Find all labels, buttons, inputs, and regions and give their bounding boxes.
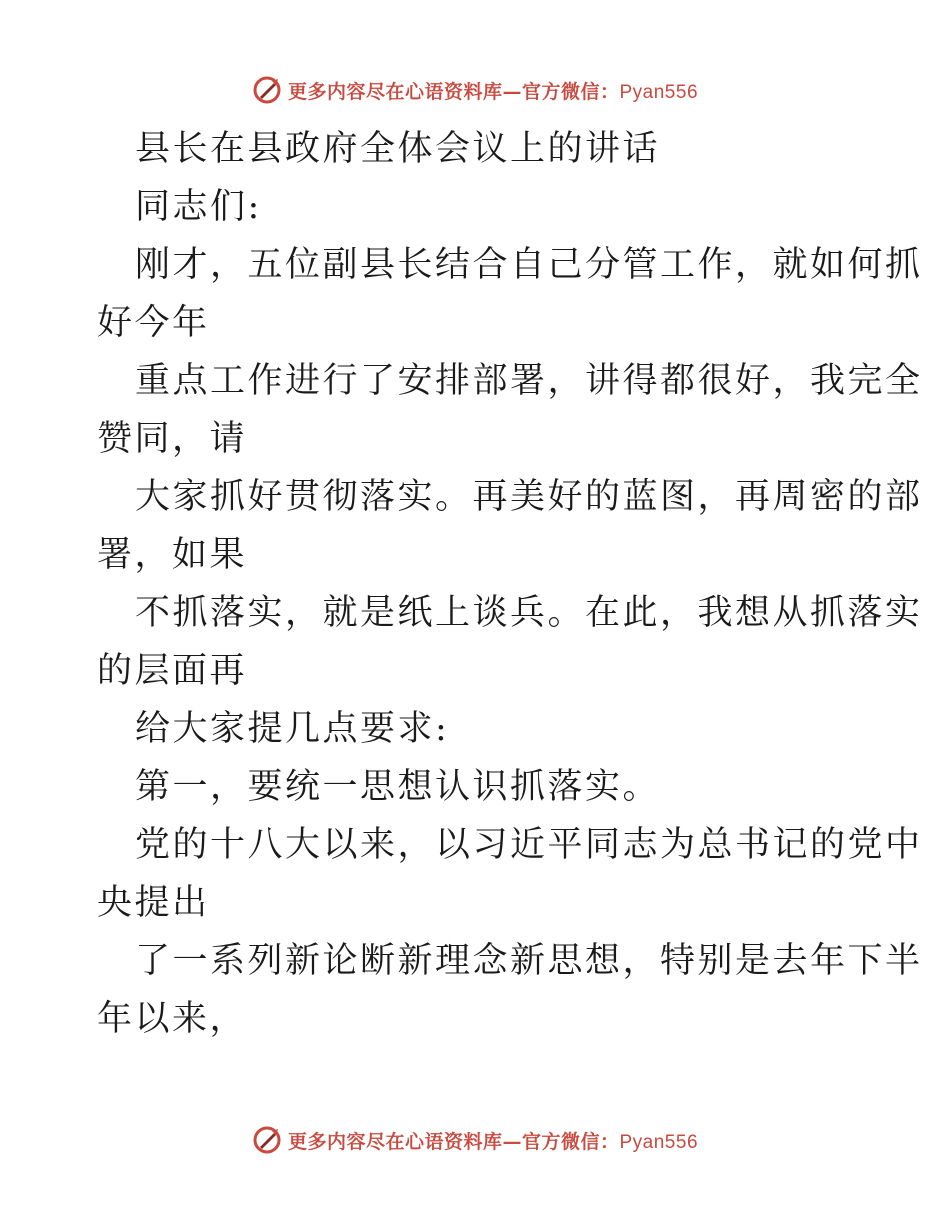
watermark-text: 更多内容尽在心语资料库—官方微信：Pyan556: [287, 1130, 699, 1153]
text-line: 赞同，请: [97, 419, 248, 459]
quill-logo-icon: [252, 1125, 282, 1155]
text-line: 了一系列新论断新理念新思想，特别是去年下半: [135, 941, 923, 981]
text-line: 第一，要统一思想认识抓落实。: [135, 767, 661, 807]
text-line: 央提出: [97, 883, 210, 923]
text-line: 同志们:: [135, 187, 262, 227]
text-line: 的层面再: [97, 651, 248, 691]
text-line: 年以来，: [97, 999, 248, 1039]
document-body: [97, 120, 923, 1048]
text-line: 给大家提几点要求:: [135, 709, 450, 749]
text-line: 署，如果: [97, 535, 248, 575]
text-line: 大家抓好贯彻落实。再美好的蓝图，再周密的部: [135, 477, 923, 517]
header-watermark: [0, 70, 950, 110]
text-line: 不抓落实，就是纸上谈兵。在此，我想从抓落实: [135, 593, 923, 633]
text-line: 好今年: [97, 303, 210, 343]
watermark-text: 更多内容尽在心语资料库—官方微信：Pyan556: [287, 80, 699, 103]
text-line: 刚才，五位副县长结合自己分管工作，就如何抓: [135, 245, 923, 285]
footer-watermark: [0, 1120, 950, 1160]
text-line: 县长在县政府全体会议上的讲话: [135, 129, 661, 169]
text-line: 党的十八大以来，以习近平同志为总书记的党中: [135, 825, 923, 865]
quill-logo-icon: [252, 75, 282, 105]
text-line: 重点工作进行了安排部署，讲得都很好，我完全: [135, 361, 923, 401]
